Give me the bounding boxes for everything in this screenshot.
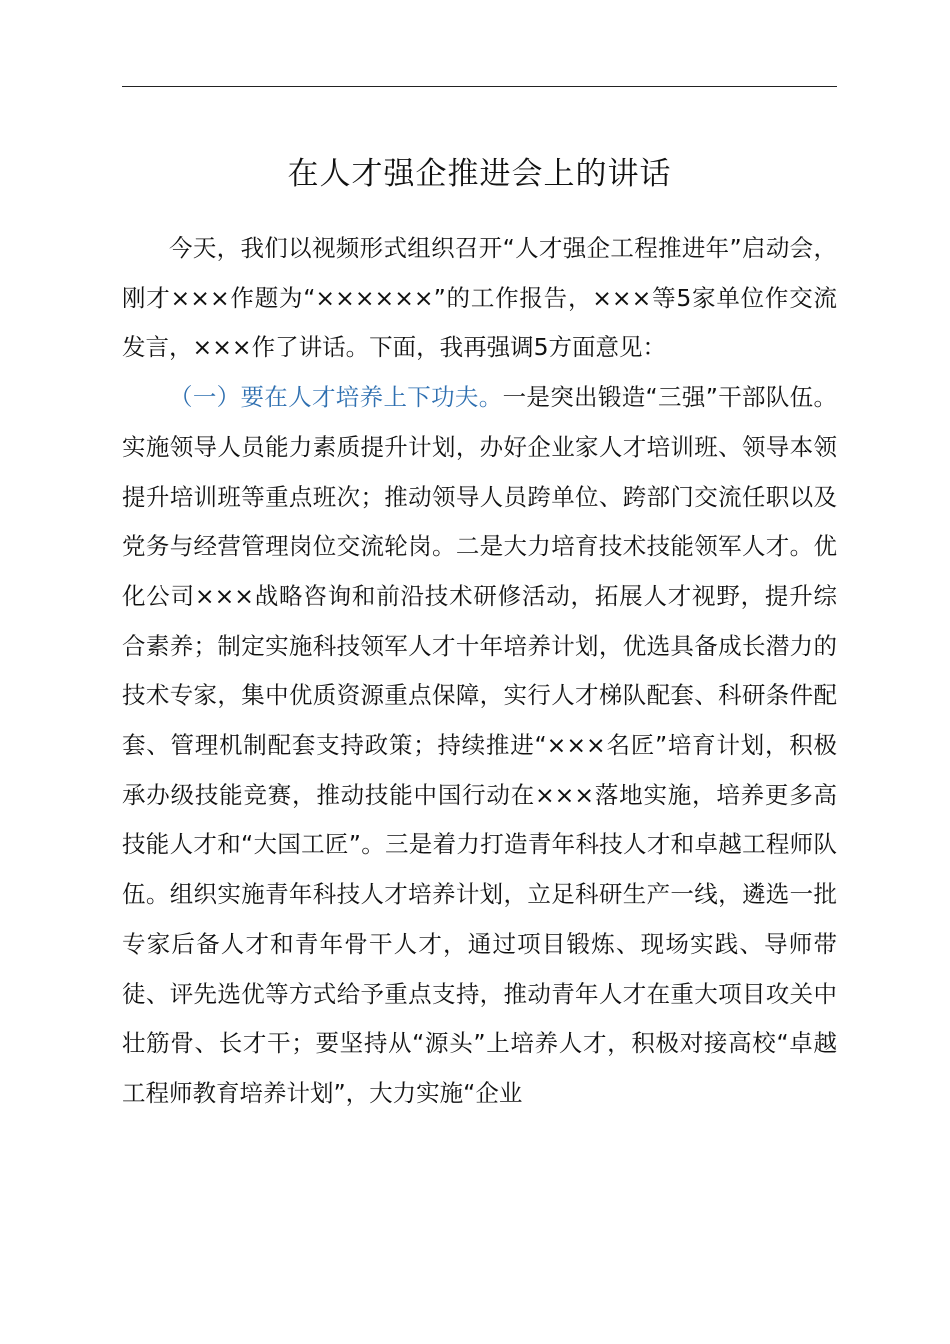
section-1-paragraph [122,373,837,1119]
intro-text: 今天，我们以视频形式组织召开“人才强企工程推进年”启动会，刚才×××作题为“××××××”的工作报告，×××等5家单位作交流发言，×××作了讲话。下面，我再强调5方面意见： [122,234,837,362]
header-rule [122,86,837,87]
section-1-heading: （一）要在人才培养上下功夫。 [169,383,503,412]
intro-paragraph [122,224,837,373]
section-1-text: 一是突出锻造“三强”干部队伍。实施领导人员能力素质提升计划，办好企业家人才培训班、领导本领提升培训班等重点班次；推动领导人员跨单位、跨部门交流任职以及党务与经营管理岗位交流轮岗。二是大力培育技术技能领军人才。优化公司×××战略咨询和前沿技术研修活动，拓展人才视野，提升综合素养；制定实施科技领军人才十年培养计划，优选具备成长潜力的技术专家，集中优质资源重点保障，实行人才梯队配套、科研条件配套、管理机制配套支持政策；持续推进“×××名匠”培育计划，积极承办级技能竞赛，推动技能中国行动在×××落地实施，培养更多高技能人才和“大国工匠”。三是着力打造青年科技人才和卓越工程师队伍。组织实施青年科技人才培养计划，立足科研生产一线，遴选一批专家后备人才和青年骨干人才，通过项目锻炼、现场实践、导师带徒、评先选优等方式给予重点支持，推动青年人才在重大项目攻关中壮筋骨、长才干；要坚持从“源头”上培养人才，积极对接高校“卓越工程师教育培养计划”，大力实施“企业 [122,383,837,1107]
document-title: 在人才强企推进会上的讲话 [287,156,672,192]
document-body [122,224,837,1119]
